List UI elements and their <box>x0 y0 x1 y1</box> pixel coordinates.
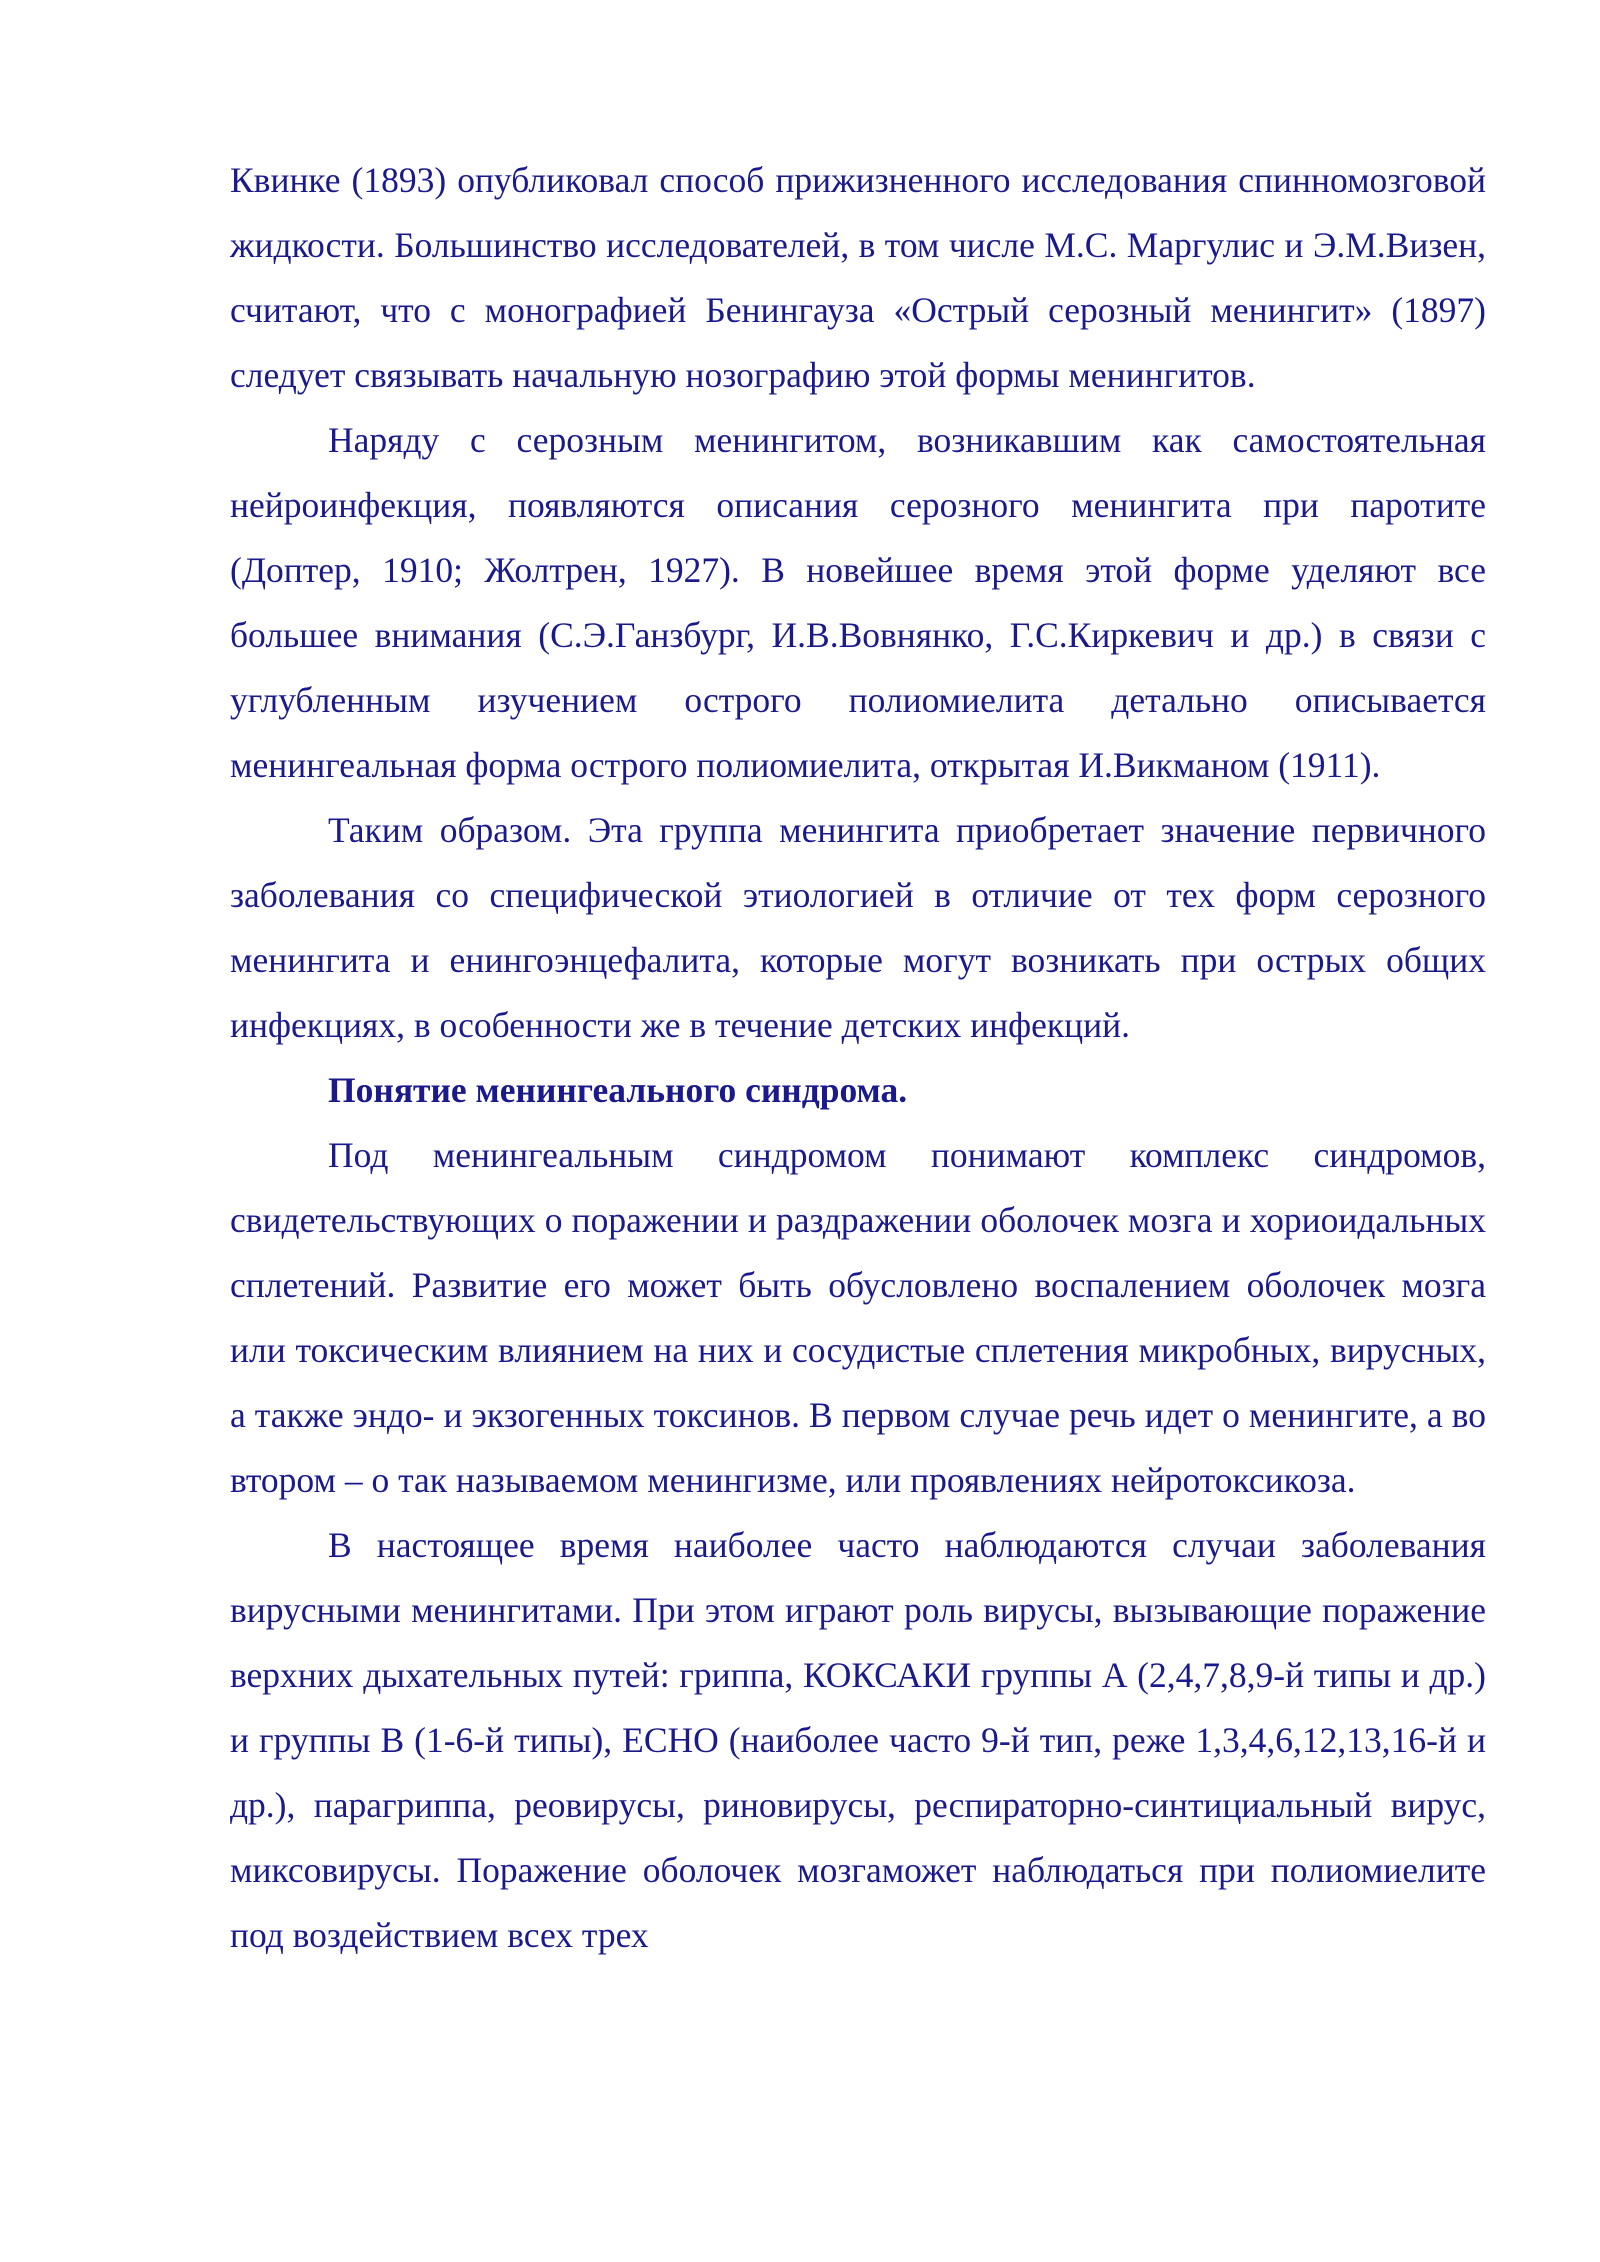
paragraph-history-quincke: Квинке (1893) опубликовал способ прижизненного исследования спинномозговой жидкости. Большинство исследователей, в том числе М.С. Маргулис и Э.М.Визен, считают, что с монографией Бенингауза «Острый серозный менингит» (1897) следует связывать начальную нозографию этой формы менингитов. <box>230 160 1486 395</box>
paragraph-serous-meningitis-parotitis: Наряду с серозным менингитом, возникавшим как самостоятельная нейроинфекция, появляются описания серозного менингита при паротите (Доптер, 1910; Жолтрен, 1927). В новейшее время этой форме уделяют все большее внимания (С.Э.Ганзбург, И.В.Вовнянко, Г.С.Киркевич и др.) в связи с углубленным изучением острого полиомиелита детально описывается менингеальная форма острого полиомиелита, открытая И.Викманом (1911). <box>230 420 1486 785</box>
section-heading: Понятие менингеального синдрома. <box>328 1070 908 1110</box>
paragraph-meningeal-syndrome-definition: Под менингеальным синдромом понимают комплекс синдромов, свидетельствующих о поражении и раздражении оболочек мозга и хориоидальных сплетений. Развитие его может быть обусловлено воспалением оболочек мозга или токсическим влиянием на них и сосудистые сплетения микробных, вирусных, а также эндо- и экзогенных токсинов. В первом случае речь идет о менингите, а во втором – о так называемом менингизме, или проявлениях нейротоксикоза. <box>230 1135 1486 1500</box>
paragraph-primary-disease: Таким образом. Эта группа менингита приобретает значение первичного заболевания со специфической этиологией в отличие от тех форм серозного менингита и енингоэнцефалита, которые могут возникать при острых общих инфекциях, в особенности же в течение детских инфекций. <box>230 810 1486 1045</box>
paragraph-viral-meningitis: В настоящее время наиболее часто наблюдаются случаи заболевания вирусными менингитами. При этом играют роль вирусы, вызывающие поражение верхних дыхательных путей: гриппа, КОКСАКИ группы А (2,4,7,8,9-й типы и др.) и группы В (1-6-й типы), ЕСНО (наиболее часто 9-й тип, реже 1,3,4,6,12,13,16-й и др.), парагриппа, реовирусы, риновирусы, респираторно-синтициальный вирус, миксовирусы. Поражение оболочек мозгаможет наблюдаться при полиомиелите под воздействием всех трех <box>230 1525 1486 1955</box>
document-page <box>230 148 1486 1968</box>
